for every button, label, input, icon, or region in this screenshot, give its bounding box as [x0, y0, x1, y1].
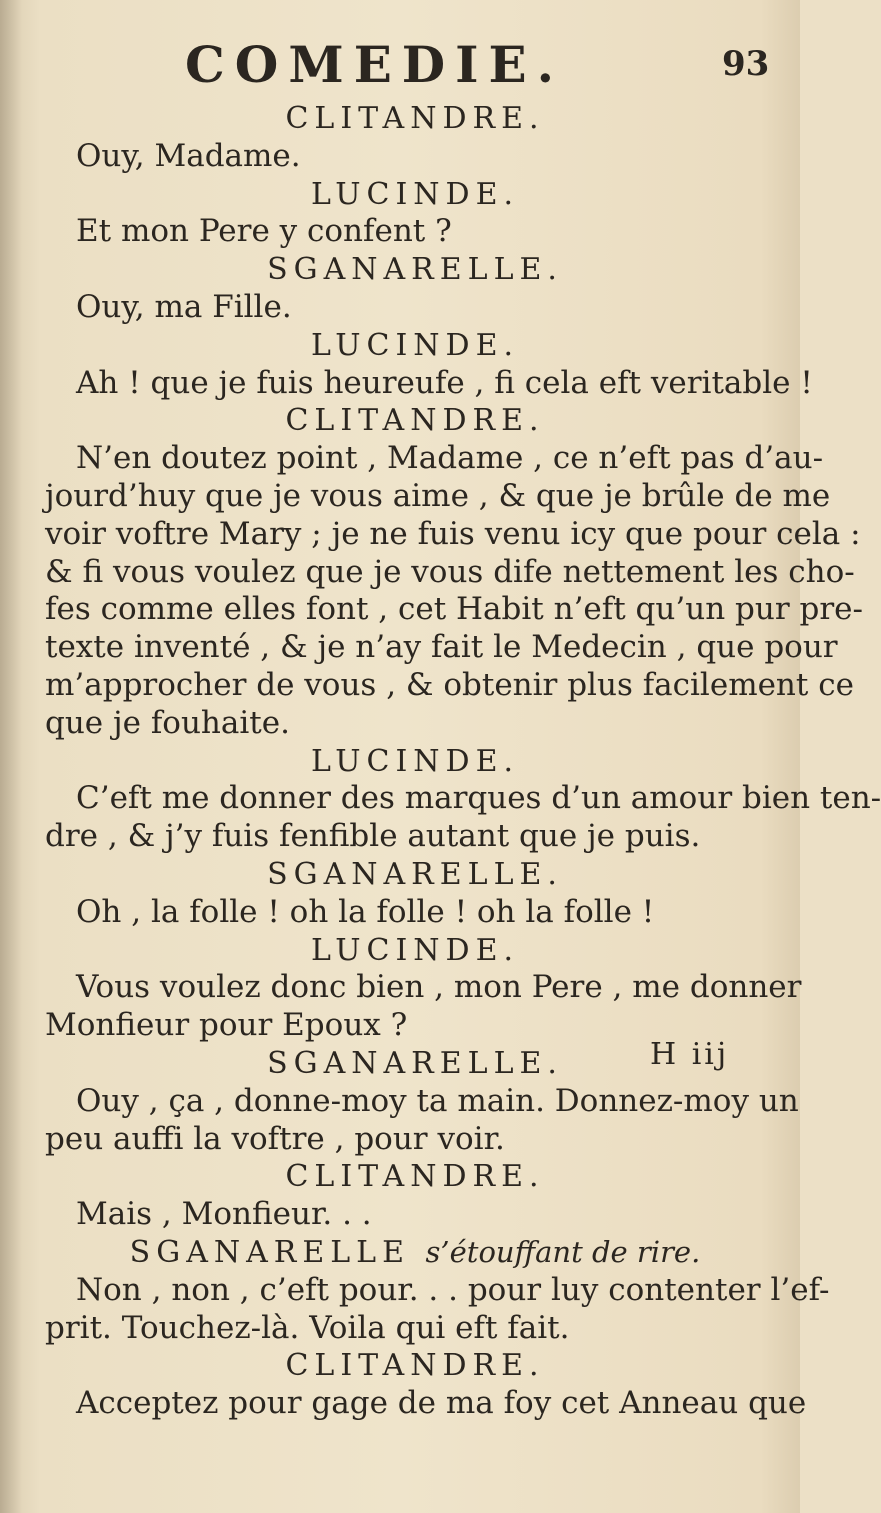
- text-line: Ah ! que je fuis heureufe , fi cela eft veritable !: [76, 364, 813, 401]
- text-line: N’en doutez point , Madame , ce n’eft pas d’au-: [76, 440, 824, 477]
- stage-direction: s’étouffant de rire.: [425, 1234, 701, 1269]
- speaker-name: CLITANDRE.: [285, 1159, 545, 1195]
- running-title: COMEDIE.: [185, 35, 565, 94]
- text-line: que je fouhaite.: [45, 704, 290, 741]
- speaker-name: LUCINDE.: [310, 932, 520, 968]
- text-line: Ouy, Madame.: [76, 137, 301, 174]
- text-line: C’eft me donner des marques d’un amour bien ten-: [76, 780, 881, 817]
- text-line: peu auffi la voftre , pour voir.: [45, 1120, 505, 1157]
- text-line: voir voftre Mary ; je ne fuis venu icy que pour cela :: [45, 515, 861, 552]
- speaker-name: LUCINDE.: [310, 327, 520, 363]
- text-line: & fi vous voulez que je vous dife nettement les cho-: [45, 553, 855, 590]
- text-line: Vous voulez donc bien , mon Pere , me donner: [76, 969, 802, 1006]
- signature-mark: H iij: [650, 1037, 730, 1072]
- text-line: dre , & j’y fuis fenfible autant que je puis.: [45, 818, 701, 855]
- text-line: Ouy , ça , donne-moy ta main. Donnez-moy un: [76, 1082, 799, 1119]
- speaker-name: LUCINDE.: [310, 176, 520, 212]
- speaker-name: CLITANDRE.: [285, 1348, 545, 1384]
- text-line: jourd’huy que je vous aime , & que je brûle de me: [45, 477, 831, 514]
- binding-shadow: [0, 0, 22, 1513]
- text-line: fes comme elles font , cet Habit n’eft qu’un pur pre-: [45, 591, 863, 628]
- speaker-name: SGANARELLE.: [267, 856, 563, 892]
- text-line: Monfieur pour Epoux ?: [45, 1007, 408, 1044]
- speaker-name: CLITANDRE.: [285, 101, 545, 136]
- text-line: texte inventé , & je n’ay fait le Medecin , que pour: [45, 629, 838, 666]
- text-line: Ouy, ma Fille.: [76, 288, 292, 325]
- page-number: 93: [722, 44, 770, 84]
- text-line: Non , non , c’eft pour. . . pour luy contenter l’ef-: [76, 1271, 830, 1308]
- speaker-name: SGANARELLE.: [267, 1045, 563, 1081]
- text-line: Et mon Pere y confent ?: [76, 213, 452, 250]
- text-line: Oh , la folle ! oh la folle ! oh la folle !: [76, 893, 655, 930]
- text-line: m’approcher de vous , & obtenir plus facilement ce: [45, 666, 854, 703]
- text-line: Acceptez pour gage de ma foy cet Anneau que: [76, 1385, 807, 1422]
- text-line: Mais , Monfieur. . .: [76, 1196, 372, 1233]
- speaker-name: LUCINDE.: [310, 743, 520, 779]
- speaker-name: SGANARELLE.: [267, 252, 563, 288]
- text-block: [45, 100, 881, 1423]
- text-line: prit. Touchez-là. Voila qui eft fait.: [45, 1309, 570, 1346]
- speaker-name: SGANARELLE s’étouffant de rire.: [129, 1234, 701, 1270]
- speaker-name: CLITANDRE.: [285, 403, 545, 439]
